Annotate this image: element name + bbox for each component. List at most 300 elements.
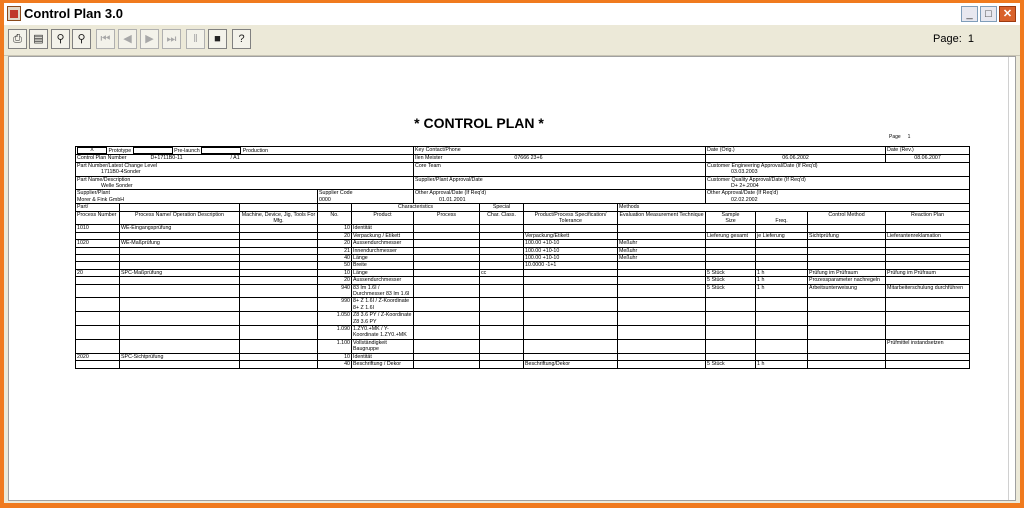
cell-spec bbox=[524, 269, 618, 276]
cell-product: Breite bbox=[352, 262, 414, 269]
cell-eval bbox=[618, 312, 706, 326]
cell-spec bbox=[524, 277, 618, 284]
production-checkbox bbox=[201, 147, 241, 154]
cell-cls bbox=[480, 326, 524, 340]
cell-cls bbox=[480, 240, 524, 247]
cell-reaction: Mitarbeiterschulung durchführen bbox=[886, 284, 970, 298]
col-part: Part/ bbox=[76, 204, 120, 211]
cell-no: 20 bbox=[318, 240, 352, 247]
other-approval1-label: Other Approval/Date (If Req'd) bbox=[415, 190, 487, 197]
cell-cls bbox=[480, 262, 524, 269]
cell-no: 1.100 bbox=[318, 339, 352, 353]
cell-spec: 100.00 +10-10 bbox=[524, 240, 618, 247]
key-contact-label: Key Contact/Phone bbox=[414, 147, 706, 155]
cell-spec bbox=[524, 225, 618, 232]
cell-machine bbox=[240, 326, 318, 340]
col-spec: Product/Process Specification/ Tolerance bbox=[524, 211, 618, 225]
cell-eval bbox=[618, 298, 706, 312]
cell-eval bbox=[618, 277, 706, 284]
cell-product: 83 Im 1.6I / Durchmesser 83 Im 1.6I bbox=[352, 284, 414, 298]
cell-spec: Verpackung/Etikett bbox=[524, 232, 618, 239]
cell-freq bbox=[756, 298, 808, 312]
cell-proc bbox=[76, 277, 120, 284]
col-evaluation: Evaluation Measurement Technique bbox=[618, 211, 706, 225]
doc-page-value: 1 bbox=[907, 134, 911, 140]
table-row bbox=[76, 361, 970, 368]
cell-cls bbox=[480, 277, 524, 284]
cell-name: WE-Eingangsprüfung bbox=[120, 225, 240, 232]
cell-control: Sichtprüfung bbox=[808, 232, 886, 239]
core-team-label: Core Team bbox=[414, 162, 706, 176]
cell-reaction: Prüfmittel instandsetzen bbox=[886, 339, 970, 353]
header-row-part-name bbox=[76, 176, 970, 190]
cell-control: Prüfung im Prüfraum bbox=[808, 269, 886, 276]
column-header-row bbox=[76, 211, 970, 225]
cell-proc bbox=[76, 284, 120, 298]
cell-freq bbox=[756, 240, 808, 247]
cp-number-label: Control Plan Number bbox=[77, 155, 127, 162]
cell-machine bbox=[240, 298, 318, 312]
table-row bbox=[76, 277, 970, 284]
cell-machine bbox=[240, 225, 318, 232]
cell-name bbox=[120, 339, 240, 353]
cell-product: Identität bbox=[352, 225, 414, 232]
cell-process bbox=[414, 284, 480, 298]
cell-name bbox=[120, 284, 240, 298]
cell-proc: 1020 bbox=[76, 240, 120, 247]
cell-cls bbox=[480, 225, 524, 232]
cell-name: SPC-Sichtprüfung bbox=[120, 353, 240, 360]
cell-cls: cc bbox=[480, 269, 524, 276]
cell-proc bbox=[76, 326, 120, 340]
toolbar bbox=[4, 25, 1020, 56]
cell-product: Beschriftung / Dekor bbox=[352, 361, 414, 368]
part-number-label: Part Number/Latest Change Level bbox=[77, 162, 158, 169]
cell-eval bbox=[618, 353, 706, 360]
table-row bbox=[76, 269, 970, 276]
cell-no: 10 bbox=[318, 269, 352, 276]
cell-reaction bbox=[886, 255, 970, 262]
column-group-row bbox=[76, 204, 970, 211]
table-row bbox=[76, 339, 970, 353]
cell-cls bbox=[480, 247, 524, 254]
cell-reaction: Prüfung im Prüfraum bbox=[886, 269, 970, 276]
cell-proc: 2020 bbox=[76, 353, 120, 360]
cell-process bbox=[414, 262, 480, 269]
next-page-icon[interactable]: ▶ bbox=[140, 29, 159, 49]
cell-no: 40 bbox=[318, 255, 352, 262]
col-machine: Machine, Device, Jig, Tools For Mfg. bbox=[240, 211, 318, 225]
cell-reaction bbox=[886, 361, 970, 368]
col-char-class: Char. Class. bbox=[480, 211, 524, 225]
table-row bbox=[76, 225, 970, 232]
document-page bbox=[9, 57, 1015, 500]
page-indicator bbox=[933, 33, 974, 45]
cell-size bbox=[706, 298, 756, 312]
cell-freq bbox=[756, 353, 808, 360]
cell-freq bbox=[756, 225, 808, 232]
cell-cls bbox=[480, 312, 524, 326]
cell-control bbox=[808, 339, 886, 353]
cell-process bbox=[414, 255, 480, 262]
prototype-label: Prototype bbox=[108, 147, 132, 154]
cell-cls bbox=[480, 353, 524, 360]
cell-freq bbox=[756, 339, 808, 353]
cell-freq bbox=[756, 247, 808, 254]
cell-cls bbox=[480, 255, 524, 262]
cell-cls bbox=[480, 232, 524, 239]
cell-name bbox=[120, 277, 240, 284]
window-title: Control Plan 3.0 bbox=[24, 6, 123, 21]
cell-size: 5 Stück bbox=[706, 361, 756, 368]
cell-freq bbox=[756, 326, 808, 340]
production-label: Production bbox=[242, 147, 269, 154]
cell-proc bbox=[76, 312, 120, 326]
cust-eng-label: Customer Engineering Approval/Date (If Req'd) bbox=[707, 162, 818, 169]
header-row-supplier bbox=[76, 190, 970, 204]
cell-process bbox=[414, 269, 480, 276]
col-process-number: Process Number bbox=[76, 211, 120, 225]
cell-name bbox=[120, 255, 240, 262]
cell-machine bbox=[240, 339, 318, 353]
col-process-name: Process Name/ Operation Description bbox=[120, 211, 240, 225]
cell-name bbox=[120, 326, 240, 340]
cell-reaction bbox=[886, 312, 970, 326]
cell-size bbox=[706, 353, 756, 360]
cell-machine bbox=[240, 277, 318, 284]
cell-machine bbox=[240, 353, 318, 360]
col-product: Product bbox=[352, 211, 414, 225]
page-label: Page: bbox=[933, 33, 962, 45]
cell-proc bbox=[76, 232, 120, 239]
cell-product: Aussendurchmesser bbox=[352, 277, 414, 284]
cell-spec bbox=[524, 284, 618, 298]
col-control-method: Control Method bbox=[808, 211, 886, 225]
cell-no: 1.050 bbox=[318, 312, 352, 326]
table-row bbox=[76, 232, 970, 239]
cell-size bbox=[706, 225, 756, 232]
cell-process bbox=[414, 298, 480, 312]
cell-freq: je Lieferung bbox=[756, 232, 808, 239]
cell-cls bbox=[480, 339, 524, 353]
cell-spec bbox=[524, 339, 618, 353]
cell-eval bbox=[618, 232, 706, 239]
cell-freq: 1 h bbox=[756, 284, 808, 298]
cell-product: Z8 3.6 PY / Z-Koordinate Z8 3.6 PY bbox=[353, 312, 412, 325]
maximize-button[interactable]: □ bbox=[980, 6, 997, 22]
cell-eval bbox=[618, 284, 706, 298]
cell-reaction bbox=[886, 326, 970, 340]
cell-machine bbox=[240, 240, 318, 247]
cell-spec bbox=[524, 326, 618, 340]
cust-quality-label: Customer Quality Approval/Date (If Req'd) bbox=[707, 176, 806, 183]
cell-process bbox=[414, 339, 480, 353]
cell-product: Länge bbox=[352, 255, 414, 262]
application-window bbox=[4, 3, 1020, 503]
cell-eval bbox=[618, 361, 706, 368]
supplier-approval-label: Supplier/Plant Approval/Date bbox=[414, 176, 706, 190]
cell-eval bbox=[618, 339, 706, 353]
report-preview[interactable] bbox=[8, 56, 1016, 501]
cell-freq bbox=[756, 255, 808, 262]
cell-name: SPC-Maßprüfung bbox=[120, 269, 240, 276]
col-no: No. bbox=[318, 211, 352, 225]
cp-number: D+1711B0-11 bbox=[150, 155, 183, 162]
header-row-part-number bbox=[76, 162, 970, 176]
cell-freq: 1 h bbox=[756, 277, 808, 284]
key-contact-name: Ilen Meister bbox=[415, 155, 443, 162]
cell-name bbox=[120, 312, 240, 326]
printer-icon[interactable]: ⎙ bbox=[8, 29, 27, 49]
col-methods: Methods bbox=[618, 204, 970, 211]
cell-product: Länge bbox=[352, 269, 414, 276]
binoculars-icon[interactable]: ⚲ bbox=[51, 29, 70, 49]
page-number: 1 bbox=[967, 33, 974, 45]
cell-no: 50 bbox=[318, 262, 352, 269]
cell-product: Vollständigkeit Baugruppe bbox=[352, 339, 414, 353]
cell-reaction: Lieferantenreklamation bbox=[886, 232, 970, 239]
cell-proc bbox=[76, 298, 120, 312]
page-icon[interactable]: ▤ bbox=[29, 29, 48, 49]
col-process: Process bbox=[414, 211, 480, 225]
cell-size bbox=[706, 255, 756, 262]
prototype-checkbox: X bbox=[77, 147, 107, 154]
cell-product: 1.ZY0.+MK / Y-Koordinate 1.ZY0.+MK bbox=[352, 326, 414, 340]
cell-process bbox=[414, 247, 480, 254]
date-rev-label: Date (Rev.) bbox=[886, 147, 970, 155]
cell-name: WE-Maßprüfung bbox=[120, 240, 240, 247]
table-row bbox=[76, 298, 970, 312]
cell-eval: Meßuhr bbox=[618, 247, 706, 254]
part-name-label: Part Name/Description bbox=[77, 176, 131, 183]
document-title: * CONTROL PLAN * bbox=[414, 115, 544, 131]
header-row-number bbox=[76, 155, 970, 162]
cell-spec: 100.00 +10-10 bbox=[524, 255, 618, 262]
part-number: 1711B0-4Sonder bbox=[101, 169, 141, 176]
cell-name bbox=[120, 247, 240, 254]
cell-spec bbox=[524, 312, 618, 326]
cell-eval bbox=[618, 262, 706, 269]
supplier-code-label: Supplier Code bbox=[319, 190, 353, 197]
control-plan-table bbox=[75, 146, 970, 369]
cell-reaction bbox=[886, 353, 970, 360]
cell-no: 10 bbox=[318, 353, 352, 360]
date-orig: 06.06.2002 bbox=[706, 155, 886, 162]
other-approval2-label: Other Approval/Date (If Req'd) bbox=[707, 190, 779, 197]
cell-proc: 20 bbox=[76, 269, 120, 276]
cell-no: 990 bbox=[318, 298, 352, 312]
col-special: Special bbox=[480, 204, 524, 211]
cell-size bbox=[706, 339, 756, 353]
other-approval2-date: 02.02.2002 bbox=[731, 196, 758, 203]
cell-machine bbox=[240, 232, 318, 239]
table-row bbox=[76, 312, 970, 326]
cell-freq: 1 h bbox=[756, 361, 808, 368]
cell-reaction bbox=[886, 247, 970, 254]
cp-rev: / A1 bbox=[230, 155, 240, 162]
col-characteristics: Characteristics bbox=[352, 204, 480, 211]
cell-cls bbox=[480, 284, 524, 298]
cell-process bbox=[414, 225, 480, 232]
table-row bbox=[76, 284, 970, 298]
binoculars-next-icon[interactable]: ⚲ bbox=[72, 29, 91, 49]
cell-machine bbox=[240, 269, 318, 276]
supplier-name: Morer & Fink GmbH bbox=[77, 196, 125, 203]
table-row bbox=[76, 353, 970, 360]
cell-size: 5 Stück bbox=[706, 284, 756, 298]
cell-control bbox=[808, 240, 886, 247]
supplier-label: Supplier/Plant bbox=[77, 190, 110, 197]
header-row-type bbox=[76, 147, 970, 155]
cell-name bbox=[120, 361, 240, 368]
cell-control bbox=[808, 225, 886, 232]
cell-proc bbox=[76, 339, 120, 353]
cell-size: 5 Stück bbox=[706, 269, 756, 276]
minimize-button[interactable]: _ bbox=[961, 6, 978, 22]
cell-size bbox=[706, 240, 756, 247]
cell-proc bbox=[76, 262, 120, 269]
cell-machine bbox=[240, 247, 318, 254]
cell-no: 40 bbox=[318, 361, 352, 368]
cell-product: Identität bbox=[352, 353, 414, 360]
cell-size: Lieferung gesamt bbox=[706, 232, 756, 239]
cell-proc bbox=[76, 255, 120, 262]
cell-machine bbox=[240, 361, 318, 368]
cell-size bbox=[706, 326, 756, 340]
cell-process bbox=[414, 312, 480, 326]
cell-no: 20 bbox=[318, 232, 352, 239]
app-icon bbox=[7, 6, 21, 21]
cell-control bbox=[808, 326, 886, 340]
close-button[interactable]: ✕ bbox=[999, 6, 1016, 22]
cell-no: 10 bbox=[318, 225, 352, 232]
table-row bbox=[76, 255, 970, 262]
cell-name bbox=[120, 262, 240, 269]
cell-product: Innendurchmesser bbox=[352, 247, 414, 254]
cell-proc: 1010 bbox=[76, 225, 120, 232]
cell-spec bbox=[524, 353, 618, 360]
cell-control: Prozessparameter nachregeln bbox=[808, 277, 886, 284]
prelaunch-label: Pre-launch bbox=[174, 147, 200, 154]
last-page-icon[interactable]: ⏭ bbox=[162, 29, 181, 49]
title-bar bbox=[4, 3, 1020, 25]
other-approval1-date: 01.01.2001 bbox=[439, 196, 466, 203]
cell-reaction bbox=[886, 225, 970, 232]
doc-page-label: Page bbox=[889, 134, 901, 140]
cell-machine bbox=[240, 312, 318, 326]
cell-spec: 10.0000 -1+1 bbox=[524, 262, 618, 269]
cell-control bbox=[808, 262, 886, 269]
cell-control bbox=[808, 255, 886, 262]
cell-process bbox=[414, 232, 480, 239]
table-row bbox=[76, 247, 970, 254]
cell-process bbox=[414, 353, 480, 360]
cell-product: 8+ Z 1.6I / Z-Koordinate 8+ Z 1.6I bbox=[352, 298, 414, 312]
cell-eval bbox=[618, 326, 706, 340]
cust-eng-date: 03.03.2003 bbox=[731, 169, 758, 176]
stop-icon[interactable]: ■ bbox=[208, 29, 227, 49]
cell-control bbox=[808, 353, 886, 360]
date-orig-label: Date (Orig.) bbox=[706, 147, 886, 155]
part-name: Welle Sonder bbox=[101, 182, 133, 189]
cell-eval: Meßuhr bbox=[618, 255, 706, 262]
supplier-code: 0000 bbox=[319, 196, 331, 203]
col-reaction-plan: Reaction Plan bbox=[886, 211, 970, 225]
cell-no: 940 bbox=[318, 284, 352, 298]
col-size: Size bbox=[725, 217, 736, 224]
prelaunch-checkbox bbox=[133, 147, 173, 154]
cell-process bbox=[414, 326, 480, 340]
cell-size bbox=[706, 312, 756, 326]
cell-process bbox=[414, 277, 480, 284]
key-contact-phone: 07666 23+6 bbox=[514, 155, 543, 162]
cell-cls bbox=[480, 361, 524, 368]
cell-size bbox=[706, 262, 756, 269]
pause-icon[interactable]: ‖ bbox=[186, 29, 205, 49]
cell-freq bbox=[756, 262, 808, 269]
table-row bbox=[76, 240, 970, 247]
cell-no: 21 bbox=[318, 247, 352, 254]
cell-reaction bbox=[886, 240, 970, 247]
date-rev: 08.06.2007 bbox=[886, 155, 970, 162]
cell-proc bbox=[76, 247, 120, 254]
cell-name bbox=[120, 298, 240, 312]
cell-proc bbox=[76, 361, 120, 368]
cell-no: 1.090 bbox=[318, 326, 352, 340]
cell-spec bbox=[524, 298, 618, 312]
cell-control bbox=[808, 247, 886, 254]
cell-reaction bbox=[886, 262, 970, 269]
cell-freq bbox=[756, 312, 808, 326]
cell-machine bbox=[240, 255, 318, 262]
cell-cls bbox=[480, 298, 524, 312]
col-freq: Freq. bbox=[775, 217, 788, 224]
cell-spec: Beschriftung/Dekor bbox=[524, 361, 618, 368]
col-sample: Sample bbox=[721, 211, 740, 218]
cell-control bbox=[808, 361, 886, 368]
cell-reaction bbox=[886, 298, 970, 312]
cell-spec: 100.00 +10-10 bbox=[524, 247, 618, 254]
cell-size bbox=[706, 247, 756, 254]
prev-page-icon[interactable]: ◀ bbox=[118, 29, 137, 49]
help-icon[interactable]: ? bbox=[232, 29, 251, 49]
first-page-icon[interactable]: ⏮ bbox=[96, 29, 115, 49]
cell-process bbox=[414, 361, 480, 368]
cell-machine bbox=[240, 284, 318, 298]
cell-product: Verpackung / Etikett bbox=[352, 232, 414, 239]
cell-eval: Meßuhr bbox=[618, 240, 706, 247]
table-row bbox=[76, 262, 970, 269]
cell-no: 20 bbox=[318, 277, 352, 284]
document-page-number bbox=[889, 134, 910, 140]
control-plan-rows bbox=[76, 225, 970, 368]
cell-reaction bbox=[886, 277, 970, 284]
vertical-scrollbar[interactable] bbox=[1008, 57, 1015, 500]
cell-process bbox=[414, 240, 480, 247]
cell-freq: 1 h bbox=[756, 269, 808, 276]
cell-name bbox=[120, 232, 240, 239]
table-row bbox=[76, 326, 970, 340]
cell-machine bbox=[240, 262, 318, 269]
cell-control bbox=[808, 298, 886, 312]
cust-quality-value: D+ 2+.2004 bbox=[731, 182, 759, 189]
cell-size: 5 Stück bbox=[706, 277, 756, 284]
cell-eval bbox=[618, 225, 706, 232]
cell-control bbox=[808, 312, 886, 326]
cell-control: Arbeitsunterweisung bbox=[808, 284, 886, 298]
cell-product: Aussendurchmesser bbox=[352, 240, 414, 247]
cell-eval bbox=[618, 269, 706, 276]
